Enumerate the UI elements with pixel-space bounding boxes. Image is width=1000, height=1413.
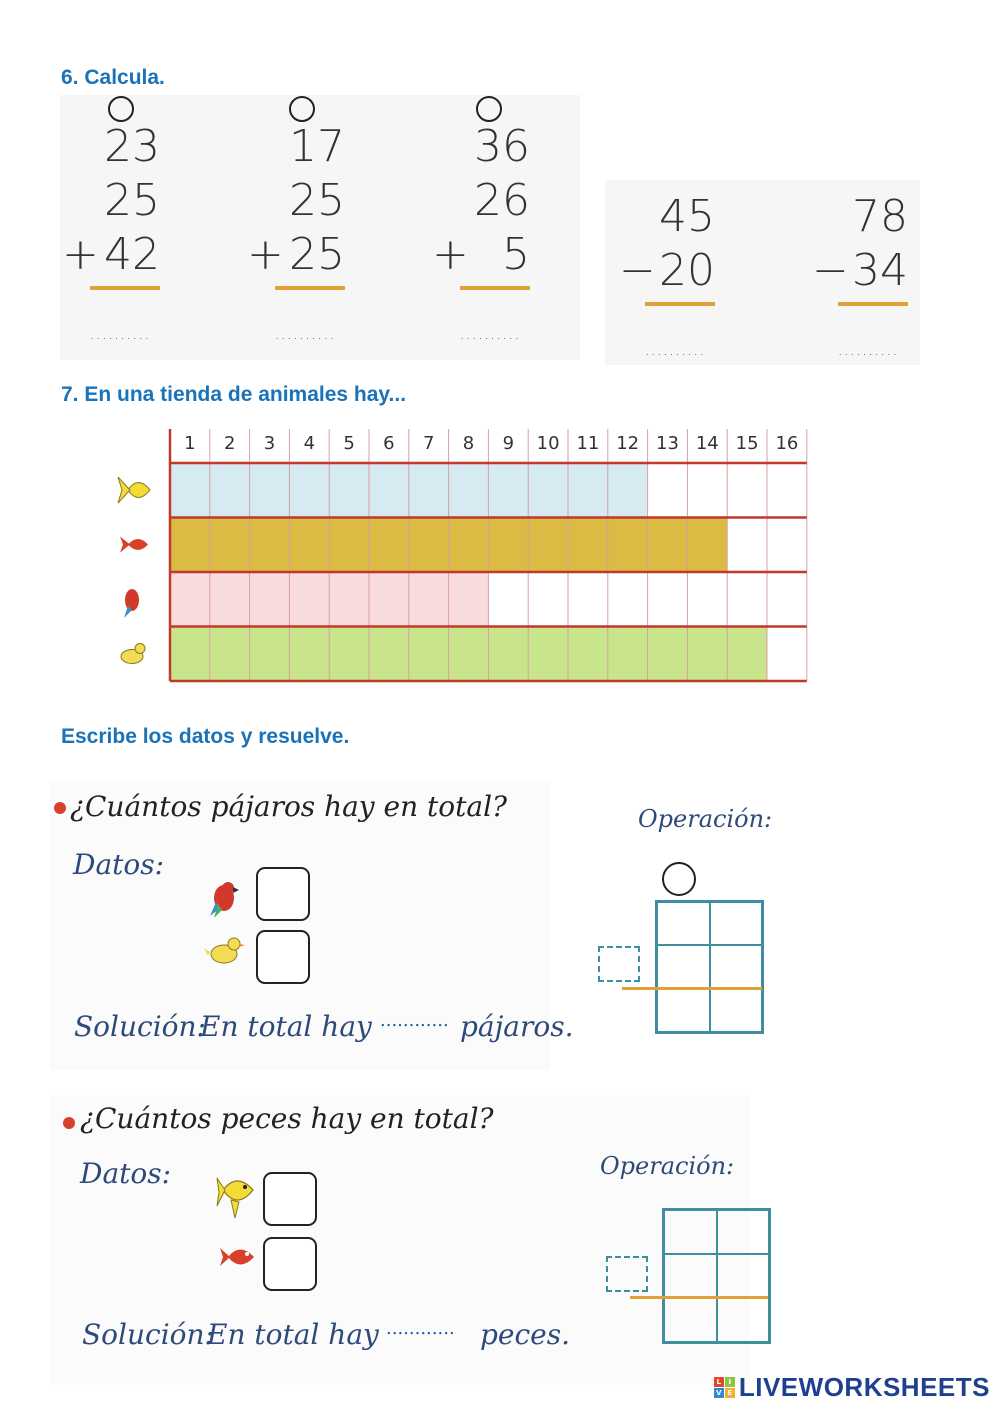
problem-2-blank[interactable]: ............: [386, 1318, 455, 1339]
sum-1-b: 25: [104, 175, 160, 226]
sum-2-answer[interactable]: ..........: [274, 324, 336, 343]
problem-1-blank[interactable]: ............: [380, 1010, 449, 1031]
exercise-6-title: 6. Calcula.: [61, 66, 165, 89]
x-tick-label: 14: [695, 433, 719, 454]
plus-sign: +: [62, 229, 99, 280]
problem-1-unit: pájaros.: [460, 1010, 574, 1043]
operation-line: [622, 987, 762, 990]
sub-2-answer[interactable]: ..........: [837, 340, 899, 359]
sum-3-a: 36: [474, 121, 530, 172]
sum-3-c: 5: [502, 229, 530, 280]
sum-1-answer[interactable]: ..........: [89, 324, 151, 343]
sub-1-a: 45: [659, 191, 715, 242]
instruction: Escribe los datos y resuelve.: [61, 725, 350, 748]
x-tick-label: 13: [656, 433, 679, 454]
carry-circle[interactable]: [108, 96, 134, 122]
red-fish-icon: [218, 1240, 258, 1274]
yellow-fish-icon: [128, 483, 150, 498]
plus-sign: +: [247, 229, 284, 280]
sum-3-b: 26: [474, 175, 530, 226]
exercise-7-title: 7. En una tienda de animales hay...: [61, 383, 407, 406]
x-tick-label: 3: [263, 433, 276, 454]
x-tick-label: 1: [184, 433, 196, 454]
sum-2: [225, 100, 345, 343]
x-tick-label: 6: [383, 433, 395, 454]
problem-2-solucion-text: En total hay: [207, 1318, 379, 1351]
parrot-icon: [202, 878, 242, 920]
x-tick-label: 8: [462, 433, 475, 454]
sum-1: [40, 100, 160, 343]
red-fish-icon: [128, 539, 148, 550]
problem-2-unit: peces.: [480, 1318, 571, 1351]
sum-line: [90, 286, 160, 290]
x-tick-label: 4: [303, 433, 316, 454]
x-tick-label: 7: [422, 433, 435, 454]
problem-2-operacion: Operación:: [600, 1152, 735, 1180]
problem-1-question: ¿Cuántos pájaros hay en total?: [70, 790, 508, 823]
sub-line: [645, 302, 715, 306]
sub-2: [788, 190, 908, 359]
sub-1: [595, 190, 715, 359]
x-tick-label: 5: [343, 433, 355, 454]
parrot-count-box[interactable]: [256, 867, 310, 921]
sum-2-c: 25: [289, 229, 345, 280]
carry-circle[interactable]: [289, 96, 315, 122]
sum-line: [275, 286, 345, 290]
x-tick-label: 9: [502, 433, 515, 454]
problem-1-operacion: Operación:: [638, 805, 773, 833]
sign-box[interactable]: [598, 946, 640, 982]
sign-box[interactable]: [606, 1256, 648, 1292]
carry-circle[interactable]: [662, 862, 696, 896]
x-tick-label: 16: [775, 433, 799, 454]
plus-sign: +: [432, 229, 469, 280]
chick-head: [135, 644, 145, 654]
yellow-fish-icon: [215, 1170, 261, 1226]
sum-3: [410, 100, 530, 343]
carry-circle[interactable]: [476, 96, 502, 122]
minus-sign: −: [619, 245, 656, 296]
x-tick-label: 15: [735, 433, 759, 454]
logo-text: LIVEWORKSHEETS: [738, 1372, 990, 1402]
problem-2-solucion-label: Solución:: [82, 1318, 214, 1351]
animal-bar-chart: [110, 425, 810, 690]
x-tick-label: 12: [616, 433, 640, 454]
problem-2-datos: Datos:: [80, 1157, 172, 1190]
sub-1-b: 20: [659, 245, 715, 296]
x-tick-label: 10: [536, 433, 560, 454]
yellow-fish-count-box[interactable]: [263, 1172, 317, 1226]
x-tick-label: 2: [223, 433, 236, 454]
sum-2-b: 25: [289, 175, 345, 226]
problem-1-solucion-text: En total hay: [200, 1010, 372, 1043]
sum-1-c: 42: [104, 229, 160, 280]
sum-1-a: 23: [104, 121, 160, 172]
sum-line: [460, 286, 530, 290]
operation-line: [630, 1296, 768, 1299]
operation-grid[interactable]: [662, 1208, 771, 1344]
sub-2-b: 34: [852, 245, 908, 296]
bullet: [54, 802, 66, 814]
sum-2-a: 17: [289, 121, 345, 172]
red-fish-tail: [120, 537, 130, 553]
sub-2-a: 78: [852, 191, 908, 242]
problem-1-solucion-label: Solución:: [74, 1010, 206, 1043]
chick-count-box[interactable]: [256, 930, 310, 984]
operation-grid[interactable]: [655, 900, 764, 1034]
bullet: [63, 1117, 75, 1129]
x-tick-label: 11: [576, 433, 600, 454]
problem-1-datos: Datos:: [73, 848, 165, 881]
sum-3-answer[interactable]: ..........: [459, 324, 521, 343]
chick-icon: [202, 932, 246, 970]
liveworksheets-logo: [714, 1372, 990, 1403]
minus-sign: −: [812, 245, 849, 296]
logo-mark: L I V E: [714, 1377, 735, 1398]
problem-2-question: ¿Cuántos peces hay en total?: [80, 1102, 494, 1135]
red-fish-count-box[interactable]: [263, 1237, 317, 1291]
parrot-icon: [125, 589, 139, 611]
sub-line: [838, 302, 908, 306]
sub-1-answer[interactable]: ..........: [644, 340, 706, 359]
yellow-fish-tail: [118, 477, 130, 503]
bar-chick: [170, 627, 767, 682]
